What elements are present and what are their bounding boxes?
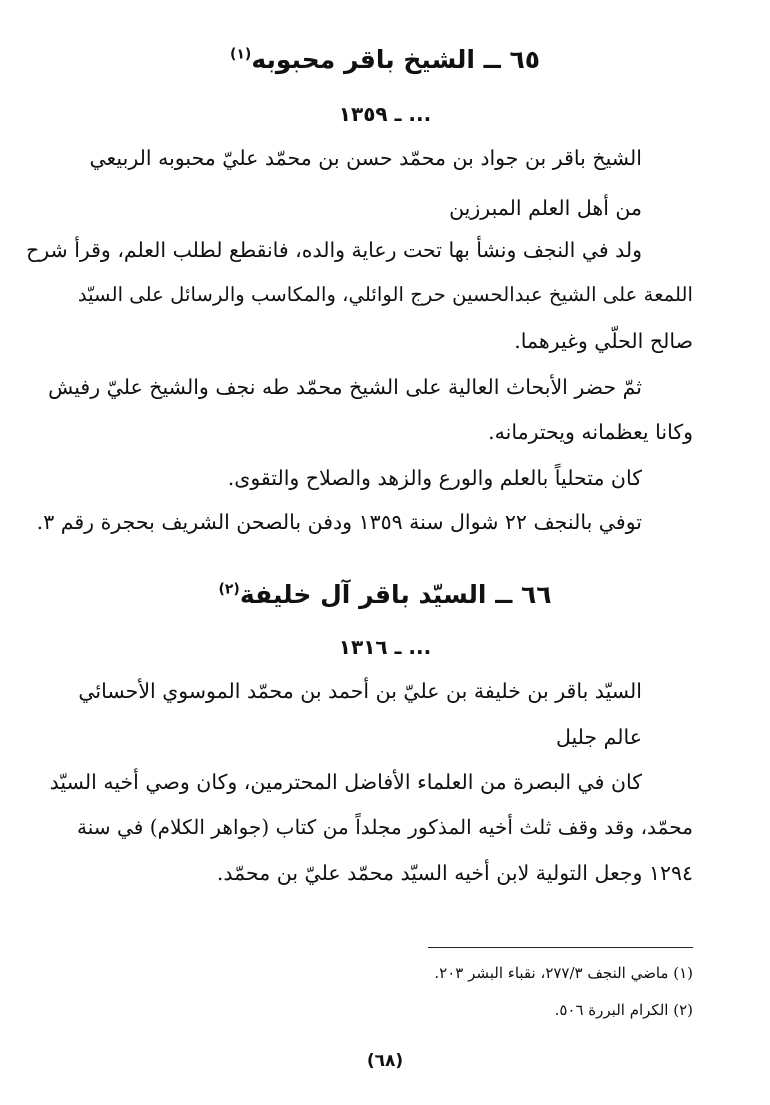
- entry-title-text: ٦٥ ــ الشيخ باقر محبوبه: [251, 45, 541, 74]
- footnote-divider: [428, 947, 693, 948]
- entry-title-text: ٦٦ ــ السيّد باقر آل خليفة: [239, 580, 552, 609]
- entry-65-line-4: اللمعة على الشيخ عبدالحسين حرج الوائلي، والمكاسب والرسائل على السيّد: [77, 283, 693, 306]
- entry-title-66: [0, 580, 770, 609]
- page-number: (٦٨): [366, 1051, 404, 1071]
- footnote-ref: (٢): [218, 581, 240, 598]
- entry-65-line-5: صالح الحلّي وغيرهما.: [514, 329, 693, 353]
- entry-66-line-3: كان في البصرة من العلماء الأفاضل المحترمين، وكان وصي أخيه السيّد: [49, 770, 642, 794]
- footnote-2: (٢) الكرام البررة ٥٠٦.: [554, 1001, 693, 1019]
- entry-dates-65: ... ـ ١٣٥٩: [338, 102, 432, 126]
- entry-65-line-1: الشيخ باقر بن جواد بن محمّد حسن بن محمّد عليّ محبوبه الربيعي: [89, 146, 642, 170]
- entry-66-line-2: عالم جليل: [555, 725, 642, 749]
- entry-65-line-8: كان متحلياً بالعلم والورع والزهد والصلاح والتقوى.: [227, 466, 642, 490]
- entry-65-line-7: وكانا يعظمانه ويحترمانه.: [488, 420, 693, 444]
- entry-66-line-1: السيّد باقر بن خليفة بن عليّ بن أحمد بن محمّد الموسوي الأحسائي: [78, 679, 642, 703]
- entry-65-line-2: من أهل العلم المبرزين: [449, 196, 642, 220]
- entry-66-line-4: محمّد، وقد وقف ثلث أخيه المذكور مجلداً من كتاب (جواهر الكلام) في سنة: [76, 815, 693, 839]
- entry-65-line-9: توفي بالنجف ٢٢ شوال سنة ١٣٥٩ ودفن بالصحن الشريف بحجرة رقم ٣.: [36, 510, 642, 534]
- entry-title-65: [0, 45, 770, 74]
- footnote-1: (١) ماضي النجف ٢٧٧/٣، نقباء البشر ٢٠٣.: [434, 964, 693, 982]
- entry-66-line-5: ١٢٩٤ وجعل التولية لابن أخيه السيّد محمّد عليّ بن محمّد.: [216, 861, 693, 885]
- entry-dates-66: ... ـ ١٣١٦: [338, 635, 432, 659]
- entry-65-line-3: ولد في النجف ونشأ بها تحت رعاية والده، فانقطع لطلب العلم، وقرأ شرح: [26, 238, 642, 262]
- entry-65-line-6: ثمّ حضر الأبحاث العالية على الشيخ محمّد طه نجف والشيخ عليّ رفيش: [48, 375, 642, 399]
- footnote-ref: (١): [229, 46, 252, 63]
